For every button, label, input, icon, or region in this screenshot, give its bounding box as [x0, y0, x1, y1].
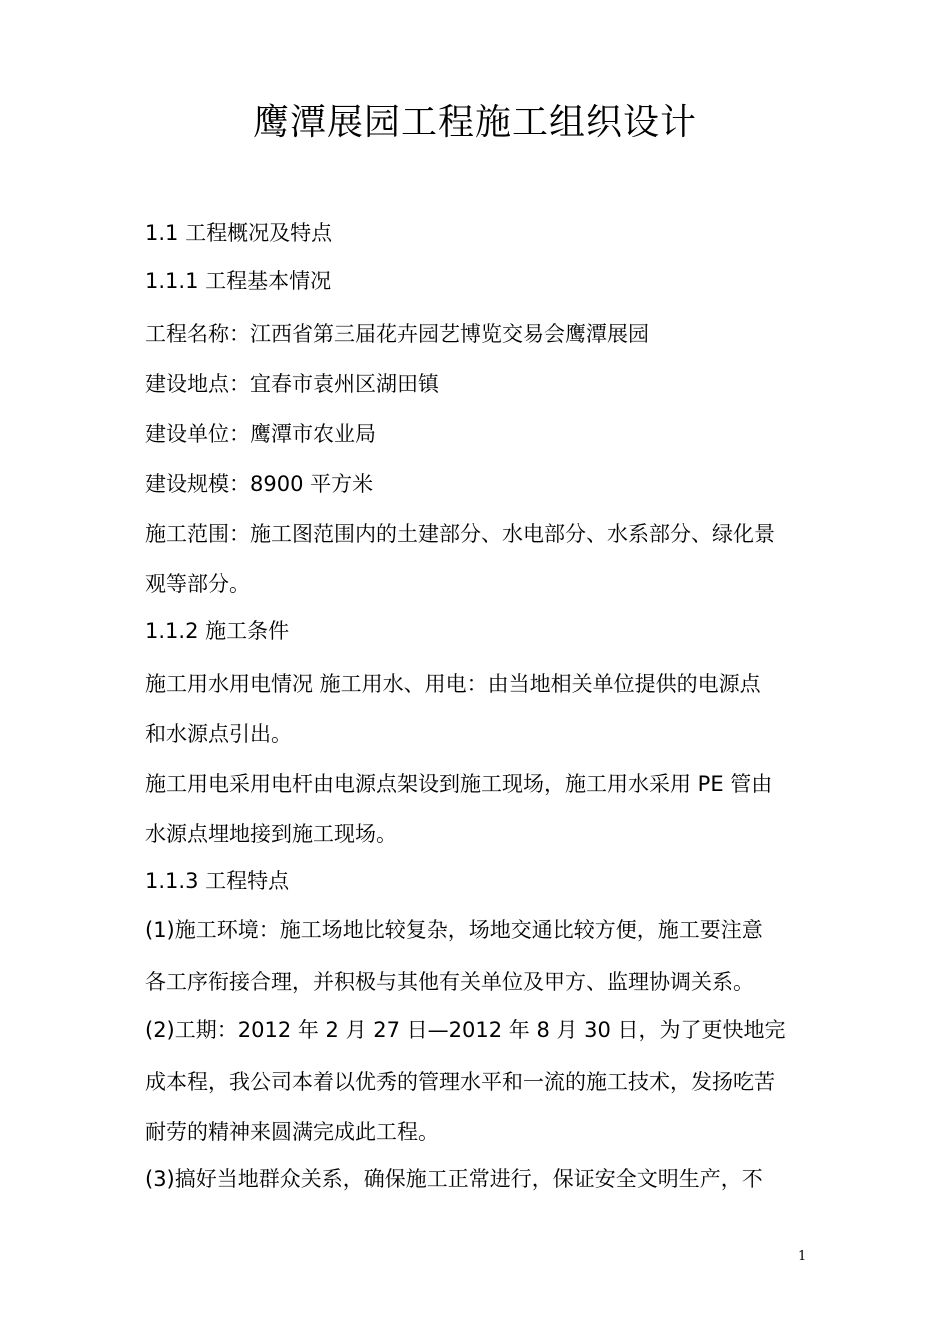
section-heading-1-1-1: 1.1.1 工程基本情况 — [145, 269, 332, 293]
project-feature-2-line-3: 耐劳的精神来圆满完成此工程。 — [145, 1120, 439, 1144]
project-feature-2-line-2: 成本程，我公司本着以优秀的管理水平和一流的施工技术，发扬吃苦 — [145, 1070, 775, 1094]
section-heading-1-1: 1.1 工程概况及特点 — [145, 221, 333, 245]
project-name-line: 工程名称：江西省第三届花卉园艺博览交易会鹰潭展园 — [145, 322, 649, 346]
construction-scale-line: 建设规模：8900 平方米 — [145, 472, 374, 496]
document-title: 鹰潭展园工程施工组织设计 — [252, 102, 697, 143]
section-heading-1-1-3: 1.1.3 工程特点 — [145, 869, 290, 893]
project-feature-1-line-2: 各工序衔接合理，并积极与其他有关单位及甲方、监理协调关系。 — [145, 970, 754, 994]
project-feature-2-line-1: (2)工期：2012 年 2 月 27 日—2012 年 8 月 30 日，为了更快地完 — [145, 1018, 786, 1042]
construction-scope-line-2: 观等部分。 — [145, 572, 250, 596]
utility-conditions-line-2: 和水源点引出。 — [145, 722, 292, 746]
project-feature-1-line-1: (1)施工环境：施工场地比较复杂，场地交通比较方便，施工要注意 — [145, 918, 763, 942]
section-heading-1-1-2: 1.1.2 施工条件 — [145, 619, 290, 643]
utility-conditions-line-1: 施工用水用电情况 施工用水、用电：由当地相关单位提供的电源点 — [145, 672, 761, 696]
page-number: 1 — [798, 1249, 807, 1264]
construction-scope-line-1: 施工范围：施工图范围内的土建部分、水电部分、水系部分、绿化景 — [145, 522, 775, 546]
construction-location-line: 建设地点：宜春市袁州区湖田镇 — [145, 372, 439, 396]
power-water-line-1: 施工用电采用电杆由电源点架设到施工现场，施工用水采用 PE 管由 — [145, 772, 773, 796]
construction-unit-line: 建设单位：鹰潭市农业局 — [145, 422, 376, 446]
power-water-line-2: 水源点埋地接到施工现场。 — [145, 822, 397, 846]
project-feature-3-line-1: (3)搞好当地群众关系，确保施工正常进行，保证安全文明生产，不 — [145, 1167, 763, 1191]
